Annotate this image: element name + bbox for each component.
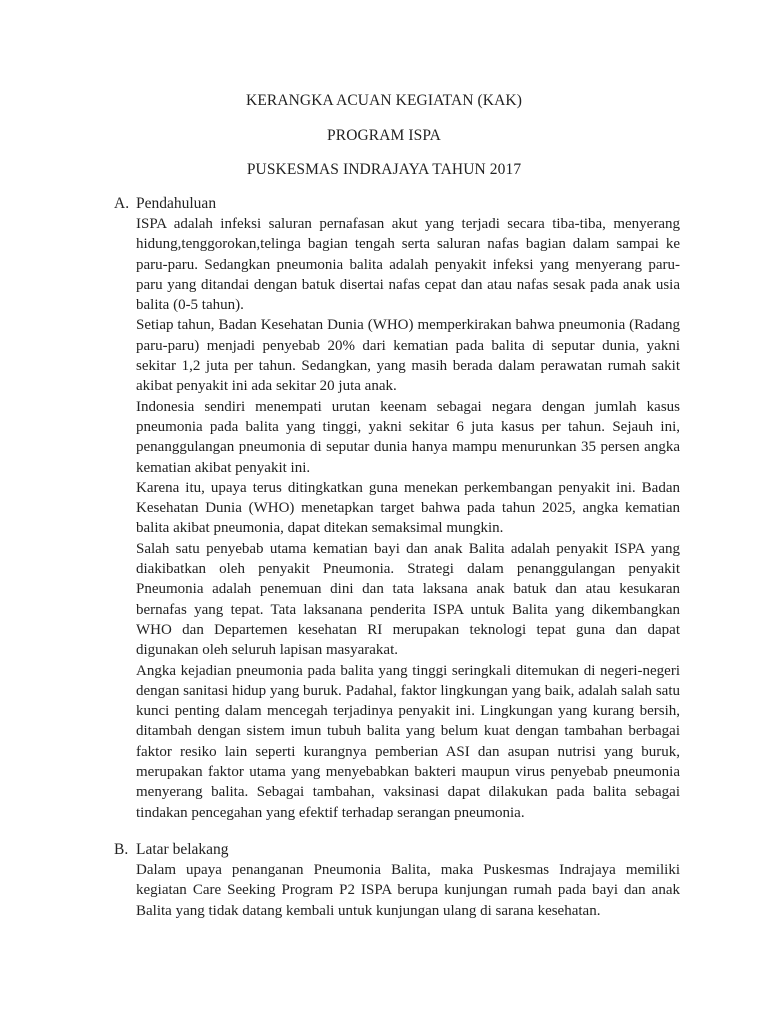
paragraph: Salah satu penyebab utama kematian bayi dan anak Balita adalah penyakit ISPA yang diakibatkan oleh penyakit Pneumonia. Strategi dalam penanggulangan penyakit Pneumonia adalah penemuan dini dan tata laksana anak batuk dan atau kesukaran bernafas yang tepat. Tata laksanana penderita ISPA untuk Balita yang dikembangkan WHO dan Departemen kesehatan RI merupakan teknologi tepat guna dan dapat digunakan oleh seluruh lapisan masyarakat. [136,540,680,659]
section-latar-belakang [114,840,680,921]
paragraph: Indonesia sendiri menempati urutan keenam sebagai negara dengan jumlah kasus pneumonia pada balita yang tinggi, yakni sekitar 6 juta kasus per tahun. Sejauh ini, penanggulangan pneumonia di seputar dunia hanya mampu menurunkan 35 persen angka kematian akibat penyakit ini. [136,398,680,476]
section-pendahuluan [114,194,680,823]
section-title: Pendahuluan [136,195,217,212]
paragraph: Karena itu, upaya terus ditingkatkan guna menekan perkembangan penyakit ini. Badan Kesehatan Dunia (WHO) menetapkan target bahwa pada tahun 2025, angka kematian balita akibat pneumonia, dapat ditekan semaksimal mungkin. [136,479,680,537]
section-body [136,860,680,921]
section-heading [114,840,680,860]
section-heading [114,194,680,214]
section-letter: B. [114,841,129,858]
section-title: Latar belakang [136,841,229,858]
document-title: KERANGKA ACUAN KEGIATAN (KAK) [246,92,522,109]
paragraph: Angka kejadian pneumonia pada balita yang tinggi seringkali ditemukan di negeri-negeri dengan sanitasi hidup yang buruk. Padahal, faktor lingkungan yang baik, adalah salah satu kunci penting dalam mencegah terjadinya penyakit ini. Lingkungan yang kurang bersih, ditambah dengan sistem imun tubuh balita yang belum kuat dengan tambahan berbagai faktor resiko lain seperti kurangnya pemberian ASI dan asupan nutrisi yang buruk, merupakan faktor utama yang menyebabkan bakteri maupun virus penyebab pneumonia menyerang balita. Sebagai tambahan, vaksinasi dapat dilakukan pada balita sebagai tindakan pencegahan yang efektif terhadap serangan pneumonia. [136,662,680,821]
paragraph: Setiap tahun, Badan Kesehatan Dunia (WHO) memperkirakan bahwa pneumonia (Radang paru-paru) menjadi penyebab 20% dari kematian pada balita di seputar dunia, yakni sekitar 1,2 juta per tahun. Sedangkan, yang masih berada dalam perawatan rumah sakit akibat penyakit ini ada sekitar 20 juta anak. [136,317,680,395]
institution-title: PUSKESMAS INDRAJAYA TAHUN 2017 [246,161,522,178]
program-title: PROGRAM ISPA [327,127,441,144]
section-body [136,214,680,823]
paragraph: Dalam upaya penanganan Pneumonia Balita, maka Puskesmas Indrajaya memiliki kegiatan Care Seeking Program P2 ISPA berupa kunjungan rumah pada bayi dan anak Balita yang tidak datang kembali untuk kunjungan ulang di sarana kesehatan. [136,862,680,919]
section-letter: A. [114,195,130,212]
paragraph: ISPA adalah infeksi saluran pernafasan akut yang terjadi secara tiba-tiba, menyerang hidung,tenggorokan,telinga bagian tengah serta saluran nafas bagian dalam sampai ke paru-paru. Sedangkan pneumonia balita adalah penyakit infeksi yang menyerang paru-paru yang ditandai dengan batuk disertai nafas cepat dan atau nafas sesak pada anak usia balita (0-5 tahun). [136,216,680,314]
